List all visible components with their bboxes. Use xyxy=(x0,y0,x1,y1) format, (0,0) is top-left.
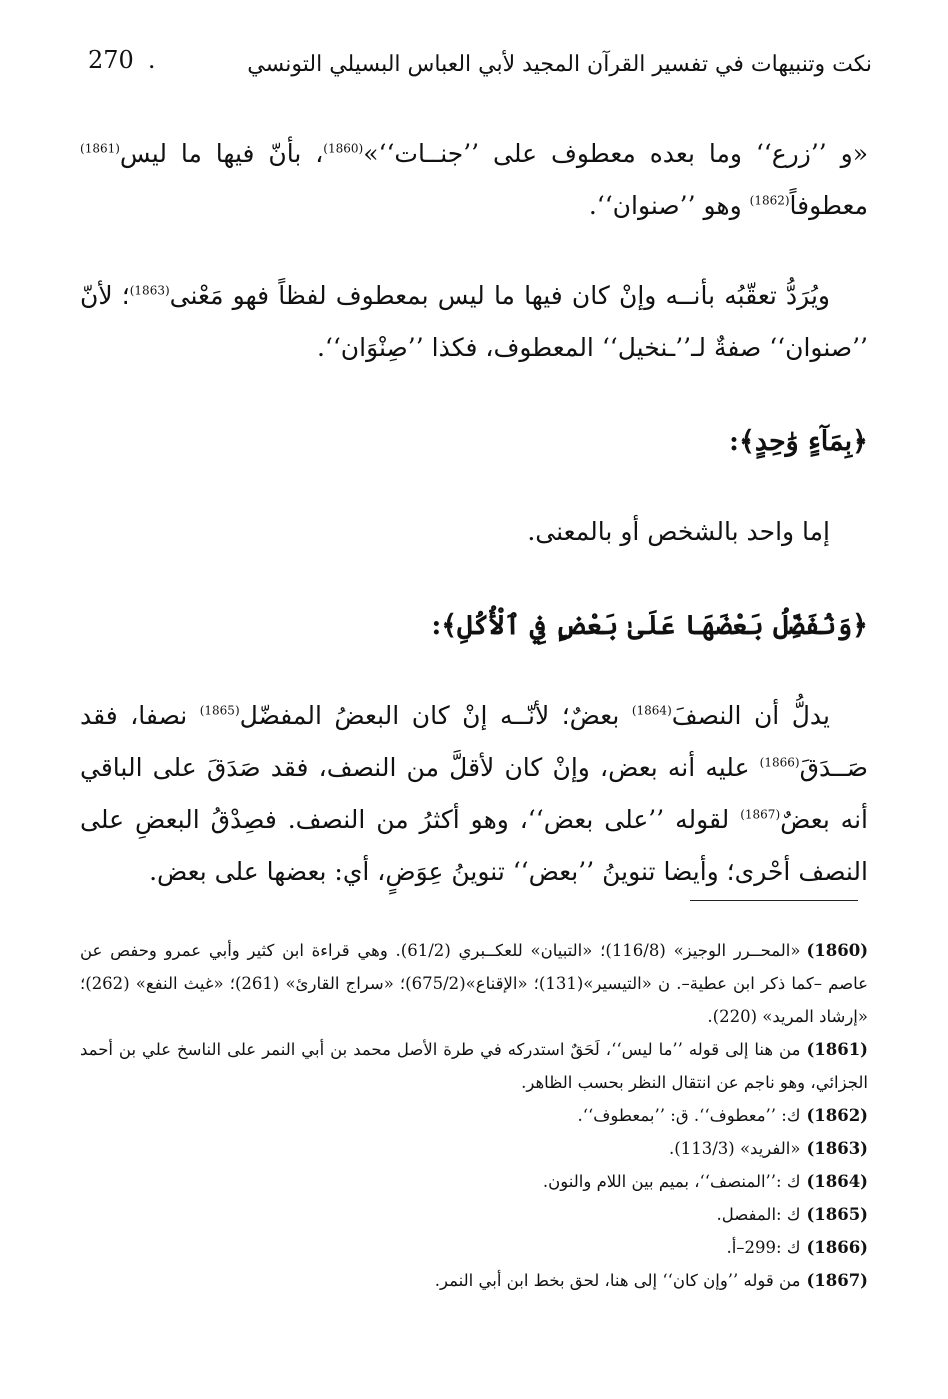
page-number xyxy=(88,46,155,74)
p3-text: إما واحد بالشخص أو بالمعنى. xyxy=(527,517,830,546)
footnote-text: ك :’’المنصف‘‘، بميم بين اللام والنون. xyxy=(542,1172,801,1191)
footnote-number: (1861) xyxy=(806,1040,868,1059)
footnote-ref-1860[interactable]: (1860) xyxy=(323,141,364,156)
footnote-number: (1864) xyxy=(806,1172,868,1191)
paragraph-4 xyxy=(80,690,868,898)
p1-text-b: ، بأنّ فيها ما ليس xyxy=(119,139,324,168)
footnote-1860 xyxy=(80,934,868,1033)
footnote-1862 xyxy=(80,1099,868,1132)
verse2-close-bracket: ﴾ xyxy=(441,610,458,641)
footnote-1864 xyxy=(80,1165,868,1198)
footnote-1861 xyxy=(80,1033,868,1099)
p1-text-d: وهو ’’صنوان‘‘. xyxy=(588,191,750,220)
p4-text-c: نصفا، فقد صَــدَقَ xyxy=(80,701,868,782)
p4-text-d: عليه أنه بعض، وإنْ كان لأقلَّ من النصف، فقد صَدَقَ على الباقي أنه بعضٌ xyxy=(80,753,868,834)
footnote-text: «المحــرر الوجيز» (116/8)؛ «التبيان» للعكــبري (61/2). وهي قراءة ابن كثير وأبي عمرو وحفص عن عاصم –كما ذكر ابن عطية–. ن «التيسير»(131)؛ «الإقناع»(675/2)؛ «سراج القارئ» (261)؛ «غيث النفع» (262)؛ «إرشاد المريد» (220). xyxy=(80,941,868,1026)
p4-text-a: يدلُّ أن النصفَ xyxy=(671,701,831,730)
footnote-1867 xyxy=(80,1264,868,1297)
footnote-text: ك :المفصل. xyxy=(716,1205,801,1224)
verse2-text: وَنُفَضِّلُ بَعْضَهَا عَلَىٰ بَعْضٍ فِي ٱلْأُكُلِ xyxy=(457,610,853,641)
footnote-number: (1867) xyxy=(806,1271,868,1290)
verse1-colon: : xyxy=(729,426,739,457)
main-text xyxy=(80,128,868,936)
footnote-1863 xyxy=(80,1132,868,1165)
header-dot: . xyxy=(147,46,156,74)
footnote-number: (1865) xyxy=(806,1205,868,1224)
footnote-separator xyxy=(690,900,858,901)
paragraph-3 xyxy=(80,506,868,558)
footnote-number: (1860) xyxy=(806,941,869,960)
footnote-number: (1862) xyxy=(806,1106,868,1125)
footnote-ref-1865[interactable]: (1865) xyxy=(199,703,240,718)
p2-text-a: ويُرَدُّ تعقّبُه بأنــه وإنْ كان فيها ما ليس بمعطوف لفظاً فهو مَعْنى xyxy=(169,281,830,310)
footnote-number: (1866) xyxy=(806,1238,868,1257)
footnote-ref-1862[interactable]: (1862) xyxy=(749,193,790,208)
footnote-text: ك :299–أ. xyxy=(726,1238,801,1257)
running-title: نكت وتنبيهات في تفسير القرآن المجيد لأبي العباس البسيلي التونسي xyxy=(247,52,872,77)
footnote-1866 xyxy=(80,1231,868,1264)
footnote-text: «الفريد» (113/3). xyxy=(669,1139,801,1158)
verse2-open-bracket: ﴿ xyxy=(852,610,868,641)
footnote-text: ك: ’’معطوف‘‘. ق: ’’بمعطوف‘‘. xyxy=(577,1106,801,1125)
footnote-ref-1863[interactable]: (1863) xyxy=(129,283,170,298)
p1-text-c: معطوفاً xyxy=(789,191,868,220)
quran-verse-2 xyxy=(80,596,868,656)
p2-text-b: ؛ لأنّ ’’صنوان‘‘ صفةٌ لـ’’ـنخيل‘‘ المعطوف، فكذا ’’صِنْوَان‘‘. xyxy=(80,281,868,362)
verse1-text: بِمَآءٍ وَٰحِدٍ xyxy=(754,426,853,457)
quran-verse-1 xyxy=(80,412,868,472)
page-header xyxy=(88,44,872,96)
footnote-text: من قوله ’’وإن كان‘‘ إلى هنا، لحق بخط ابن أبي النمر. xyxy=(434,1271,801,1290)
p1-text-a: «و ’’زرع‘‘ وما بعده معطوف على ’’جنــات‘‘» xyxy=(363,139,868,168)
p4-text-b: بعضٌ؛ لأنّــه إنْ كان البعضُ المفضّل xyxy=(239,701,632,730)
footnote-1865 xyxy=(80,1198,868,1231)
verse2-colon: : xyxy=(431,610,442,641)
paragraph-2 xyxy=(80,270,868,374)
footnote-ref-1866[interactable]: (1866) xyxy=(759,755,800,770)
paragraph-1 xyxy=(80,128,868,232)
footnote-ref-1867[interactable]: (1867) xyxy=(740,807,781,822)
page-number-value: 270 xyxy=(88,46,134,74)
footnote-ref-1861[interactable]: (1861) xyxy=(80,141,120,156)
verse1-close-bracket: ﴾ xyxy=(738,426,755,457)
footnotes xyxy=(80,934,868,1297)
verse1-open-bracket: ﴿ xyxy=(852,426,868,457)
p4-text-e: لقوله ’’على بعض‘‘، وهو أكثرُ من النصف. فصِدْقُ البعضِ على النصف أحْرى؛ وأيضا تنوينُ ’’بعض‘‘ تنوينُ عِوَضٍ، أي: بعضها على بعض. xyxy=(80,805,868,886)
footnote-number: (1863) xyxy=(806,1139,868,1158)
footnote-text: من هنا إلى قوله ’’ما ليس‘‘، لَحَقٌ استدركه في طرة الأصل محمد بن أبي النمر على الناسخ علي بن أحمد الجزائي، وهو ناجم عن انتقال النظر بحسب الظاهر. xyxy=(80,1040,868,1092)
footnote-ref-1864[interactable]: (1864) xyxy=(631,703,672,718)
